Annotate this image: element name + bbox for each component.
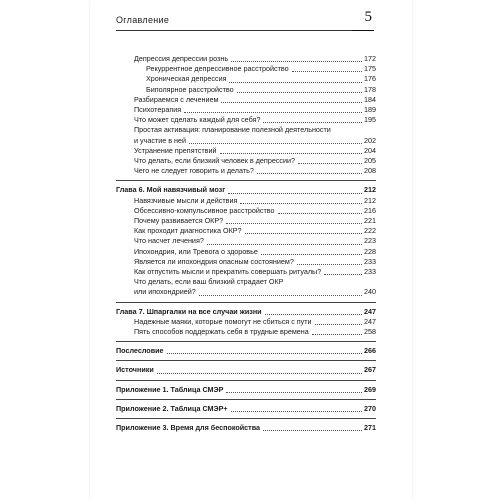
dot-leader [199,295,362,296]
toc-entry-label: Глава 6. Мой навязчивый мозг [116,185,226,195]
toc-entry-label: Обсессивно-компульсивное расстройство [134,205,275,215]
toc-entry-page: 258 [364,327,376,337]
dot-leader [278,213,362,214]
toc-entry-page: 247 [364,306,376,316]
toc-entry[interactable] [116,166,376,176]
toc-entry-label: Что может сделать каждый для себя? [134,115,261,125]
dot-leader [257,173,362,174]
toc-entry-page: 233 [364,267,376,277]
toc-entry-label: Хроническая депрессия [146,74,227,84]
section-divider [116,380,376,381]
toc-entry-page: 176 [364,74,376,84]
toc-entry[interactable] [116,95,376,105]
toc-entry-label: Приложение 2. Таблица СМЭР+ [116,403,228,413]
toc-entry-page: 208 [364,166,376,176]
dot-leader [226,223,362,224]
dot-leader [297,264,362,265]
toc-chapter-6[interactable] [116,185,376,195]
toc-entry-page: 266 [364,346,376,356]
toc-entry[interactable] [116,206,376,216]
toc-subentry[interactable] [116,85,376,95]
toc-entry-page: 228 [364,246,376,256]
toc-entry-label: Как отпустить мысли и прекратить совершать ритуалы? [134,267,322,277]
toc-entry[interactable] [116,115,376,125]
toc-entry-page: 221 [364,216,376,226]
running-header-title: Оглавление [116,15,170,25]
toc-entry-line1[interactable] [116,277,376,287]
dot-leader [237,92,362,93]
toc-entry-page: 223 [364,236,376,246]
toc-entry-label: Что насчет лечения? [134,236,204,246]
dot-leader [231,61,362,62]
toc-entry[interactable] [116,267,376,277]
toc-entry[interactable] [116,247,376,257]
section-divider [116,418,376,419]
toc-entry-label: Надежные маяки, которые помогут не сбиться с пути [134,316,312,326]
toc-entry-page: 205 [364,156,376,166]
dot-leader [221,102,362,103]
dot-leader [229,82,362,83]
dot-leader [189,143,362,144]
toc-entry-page: 271 [364,423,376,433]
toc-appendix-1[interactable] [116,385,376,395]
dot-leader [245,233,362,234]
section-divider [116,341,376,342]
toc-entry-label: Биполярное расстройство [146,84,234,94]
dot-leader [324,274,362,275]
toc-entry-label: Простая активация: планирование полезной деятельности [134,125,331,135]
toc-afterword[interactable] [116,346,376,356]
header-rule [116,30,372,31]
toc-entry[interactable] [116,196,376,206]
toc-entry-label-continued: или ипохондрией? [134,287,196,297]
toc-entry-line1[interactable] [116,125,376,135]
toc-entry-label: Как проходит диагностика ОКР? [134,226,242,236]
dot-leader [184,112,362,113]
dot-leader [265,314,362,315]
toc-entry-page: 240 [364,287,376,297]
toc-entry[interactable] [116,136,376,146]
page-number: 5 [364,9,372,25]
toc-entry-page: 233 [364,256,376,266]
toc-entry[interactable] [116,236,376,246]
toc-entry-label: Что делать, если ваш близкий страдает ОКР [134,277,284,287]
toc-entry-label: Что делать, если близкий человек в депрессии? [134,156,296,166]
toc-entry[interactable] [116,156,376,166]
toc-entry-label: Психотерапия [134,105,182,115]
section-divider [116,302,376,303]
toc-entry-page: 178 [364,84,376,94]
toc-entry-page: 267 [364,365,376,375]
dot-leader [157,373,362,374]
dot-leader [228,193,362,194]
toc-entry-label: Пять способов поддержать себя в трудные времена [134,327,309,337]
toc-entry-label: Приложение 3. Время для беспокойства [116,423,261,433]
toc-entry-label: Рекуррентное депрессивное расстройство [146,64,289,74]
toc-entry[interactable] [116,327,376,337]
toc-section-chapter5 [116,54,376,176]
toc-entry-page: 212 [364,195,376,205]
page-header [116,9,372,39]
toc-entry-label: Депрессия депрессии рознь [134,54,229,63]
toc-entry-page: 269 [364,384,376,394]
dot-leader [240,203,362,204]
toc-entry[interactable] [116,287,376,297]
toc-entry-page: 195 [364,115,376,125]
toc-entry-page: 270 [364,403,376,413]
toc-subentry[interactable] [116,64,376,74]
section-divider [116,399,376,400]
toc-section-chapter6 [116,196,376,298]
dot-leader [226,392,362,393]
dot-leader [292,71,362,72]
toc-entry-label: Является ли ипохондрия опасным состоянием? [134,256,294,266]
toc-entry-page: 202 [364,135,376,145]
toc-entry-label: Послесловие [116,346,164,356]
toc-entry-page: 184 [364,94,376,104]
toc-entry-page: 172 [364,54,376,63]
dot-leader [312,334,362,335]
toc-entry-page: 212 [364,185,376,195]
toc-entry-page: 247 [364,316,376,326]
dot-leader [263,122,362,123]
toc-section-chapter7 [116,317,376,337]
toc-entry-label-continued: и участие в ней [134,135,187,145]
toc-entry-label: Ипохондрия, или Тревога о здоровье [134,246,258,256]
toc-entry-label: Устранение препятствий [134,145,217,155]
section-divider [116,360,376,361]
toc-entry-page: 189 [364,105,376,115]
toc-sources[interactable] [116,365,376,375]
toc-entry[interactable] [116,146,376,156]
toc-chapter-7[interactable] [116,307,376,317]
toc-entry[interactable] [116,216,376,226]
toc-entry[interactable] [116,105,376,115]
toc-entry-label: Приложение 1. Таблица СМЭР [116,384,224,394]
toc-entry[interactable] [116,54,376,64]
toc-entry-label: Источники [116,365,154,375]
toc-entry-page: 222 [364,226,376,236]
dot-leader [298,163,362,164]
toc-entry-page: 175 [364,64,376,74]
toc-entry[interactable] [116,226,376,236]
page-number-underline [352,30,374,31]
dot-leader [167,353,362,354]
toc-entry-label: Почему развивается ОКР? [134,216,224,226]
toc-entry-label: Разбираемся с лечением [134,94,219,104]
dot-leader [263,430,362,431]
dot-leader [207,244,362,245]
toc-entry-label: Чего не следует говорить и делать? [134,166,254,176]
dot-leader [261,254,362,255]
dot-leader [220,153,362,154]
dot-leader [231,411,362,412]
toc-entry-label: Глава 7. Шпаргалки на все случаи жизни [116,306,262,316]
toc-appendix-3[interactable] [116,423,376,433]
table-of-contents [116,54,376,433]
toc-entry-label: Навязчивые мысли и действия [134,195,238,205]
toc-appendix-2[interactable] [116,404,376,414]
toc-entry[interactable] [116,257,376,267]
toc-subentry[interactable] [116,74,376,84]
toc-entry-page: 216 [364,205,376,215]
toc-entry-page: 204 [364,145,376,155]
toc-entry[interactable] [116,317,376,327]
dot-leader [315,324,362,325]
section-divider [116,180,376,181]
